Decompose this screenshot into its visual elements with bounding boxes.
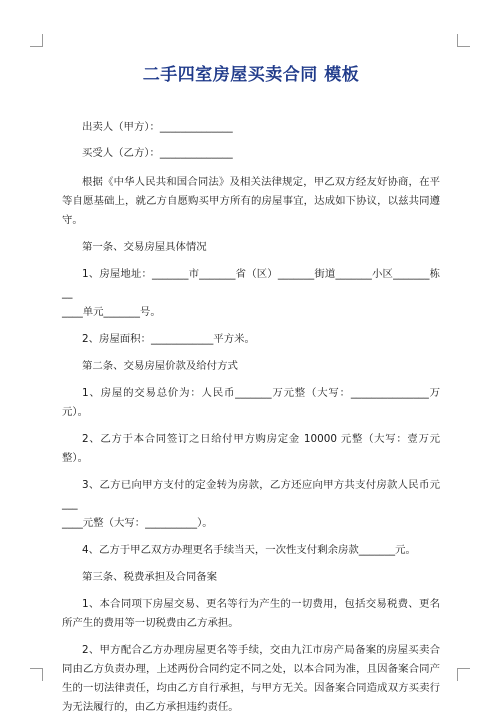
crop-mark-top-left [30,34,43,47]
intro-paragraph: 根据《中华人民共和国合同法》及相关法律规定，甲乙双方经友好协商，在平等自愿基础上，就乙方自愿购买甲方所有的房屋事宜，达成如下协议，以兹共同遵守。 [62,176,440,226]
seller-line: 出卖人（甲方）：______________ [82,121,233,133]
article-2-heading: 第二条、交易房屋价款及给付方式 [82,360,238,372]
article-1-clause-2: 2、房屋面积：____________平方米。 [82,333,255,345]
article-2-clause-2: 2、乙方于本合同签订之日给付甲方购房定金 10000 元整（大写：壹万元整）。 [62,433,440,464]
article-1-clause-1-line-2: ____单元_______号。 [62,306,161,318]
article-2-clause-3-line-2: ____元整（大写：__________）。 [62,517,213,529]
document-title: 二手四室房屋买卖合同 模板 [142,65,360,85]
article-2-clause-1: 1、房屋的交易总价为：人民币_______万元整（大写：_______________万元）。 [62,387,440,418]
article-3-clause-1: 1、本合同项下房屋交易、更名等行为产生的一切费用，包括交易税费、更名所产生的费用等一切税费由乙方承担。 [62,598,440,629]
crop-mark-bottom-left [30,668,43,681]
crop-mark-top-right [457,34,470,47]
buyer-line: 买受人（乙方）：______________ [82,147,233,159]
article-1-heading: 第一条、交易房屋具体情况 [82,241,207,253]
article-3-clause-2: 2、甲方配合乙方办理房屋更名等手续，交由九江市房产局备案的房屋买卖合同由乙方负责办理，上述两份合同约定不同之处，以本合同为准，且因备案合同产生的一切法律责任，均由乙方自行承担，与甲方无关。因备案合同造成双方买卖行为无法履行的，由乙方承担违约责任。 [62,644,440,713]
document-page [62,60,440,725]
article-2-clause-4: 4、乙方于甲乙双方办理更名手续当天，一次性支付剩余房款_______元。 [82,544,416,556]
crop-mark-bottom-right [457,668,470,681]
article-3-heading: 第三条、税费承担及合同备案 [82,571,218,583]
article-1-clause-1-line-1: 1、房屋地址：_______市_______省（区）_______街道_______小区_______栋__ [62,268,440,299]
article-2-clause-3-line-1: 3、乙方已向甲方支付的定金转为房款，乙方还应向甲方共支付房款人民币元___ [62,479,440,510]
